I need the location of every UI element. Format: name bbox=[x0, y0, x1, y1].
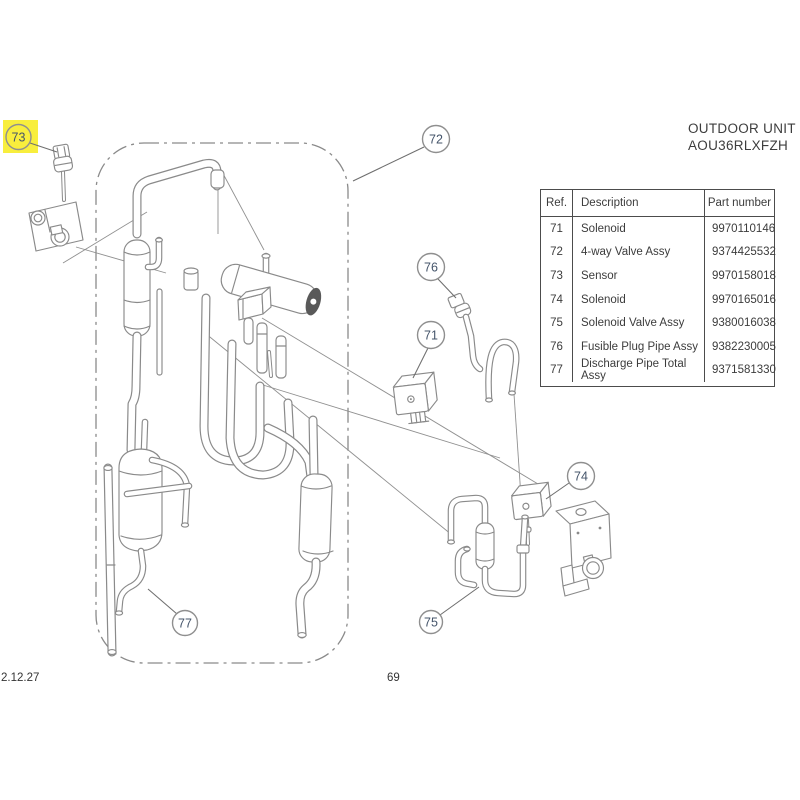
unit-title-block bbox=[688, 120, 796, 154]
table-row-77[interactable] bbox=[541, 359, 774, 383]
header-ref: Ref. bbox=[541, 190, 573, 216]
unit-model: AOU36RLXFZH bbox=[688, 138, 789, 153]
header-part-number: Part number bbox=[707, 197, 772, 209]
parts-table-header bbox=[541, 190, 774, 217]
part-description: Discharge Pipe Total Assy bbox=[573, 359, 705, 383]
header-description: Description bbox=[573, 190, 705, 216]
table-row-76[interactable] bbox=[541, 335, 774, 359]
svg-text:71: 71 bbox=[424, 328, 438, 343]
callout-73[interactable] bbox=[3, 120, 57, 153]
bracket-74-drawing bbox=[556, 501, 611, 596]
callout-75[interactable] bbox=[420, 587, 480, 634]
part-number: 9374425532 bbox=[712, 246, 776, 259]
table-row-71[interactable] bbox=[541, 217, 774, 241]
footer-page-number: 69 bbox=[387, 672, 400, 684]
table-row-72[interactable] bbox=[541, 241, 774, 265]
callout-76[interactable] bbox=[418, 254, 457, 299]
svg-text:72: 72 bbox=[429, 132, 443, 147]
callouts bbox=[3, 120, 595, 636]
footer-revision: 2.12.27 bbox=[1, 672, 40, 684]
parts-table bbox=[540, 189, 775, 387]
part-description: Solenoid bbox=[573, 217, 705, 241]
svg-text:73: 73 bbox=[11, 130, 26, 145]
svg-text:76: 76 bbox=[424, 260, 438, 275]
part-number: 9970158018 bbox=[712, 269, 776, 282]
part-description: Sensor bbox=[573, 264, 705, 288]
part-description: Solenoid Valve Assy bbox=[573, 311, 705, 335]
part-ref: 73 bbox=[541, 264, 573, 288]
callout-72[interactable] bbox=[353, 126, 450, 182]
solenoid-74-drawing bbox=[510, 482, 552, 544]
part-description: 4-way Valve Assy bbox=[573, 241, 705, 265]
part-number: 9371581330 bbox=[712, 364, 776, 377]
main-assembly-drawing bbox=[104, 163, 333, 654]
part-ref: 71 bbox=[541, 217, 573, 241]
callout-71[interactable] bbox=[413, 322, 445, 379]
part-ref: 77 bbox=[541, 359, 573, 383]
svg-text:77: 77 bbox=[178, 616, 192, 631]
unit-title: OUTDOOR UNIT bbox=[688, 121, 796, 136]
sensor-73-drawing bbox=[29, 144, 83, 251]
callout-74[interactable] bbox=[546, 463, 595, 500]
table-row-73[interactable] bbox=[541, 264, 774, 288]
table-row-74[interactable] bbox=[541, 288, 774, 312]
part-number: 9382230005 bbox=[712, 340, 776, 353]
part-ref: 76 bbox=[541, 335, 573, 359]
table-row-75[interactable] bbox=[541, 311, 774, 335]
fusible-plug-76-drawing bbox=[448, 292, 517, 402]
part-description: Solenoid bbox=[573, 288, 705, 312]
part-number: 9380016038 bbox=[712, 317, 776, 330]
solenoid-71-drawing bbox=[392, 372, 440, 425]
part-ref: 74 bbox=[541, 288, 573, 312]
part-description: Fusible Plug Pipe Assy bbox=[573, 335, 705, 359]
callout-77[interactable] bbox=[148, 589, 198, 636]
svg-text:75: 75 bbox=[424, 615, 438, 630]
svg-text:74: 74 bbox=[574, 469, 588, 484]
part-number: 9970110146 bbox=[712, 222, 776, 235]
part-ref: 75 bbox=[541, 311, 573, 335]
part-ref: 72 bbox=[541, 241, 573, 265]
part-number: 9970165016 bbox=[712, 293, 776, 306]
